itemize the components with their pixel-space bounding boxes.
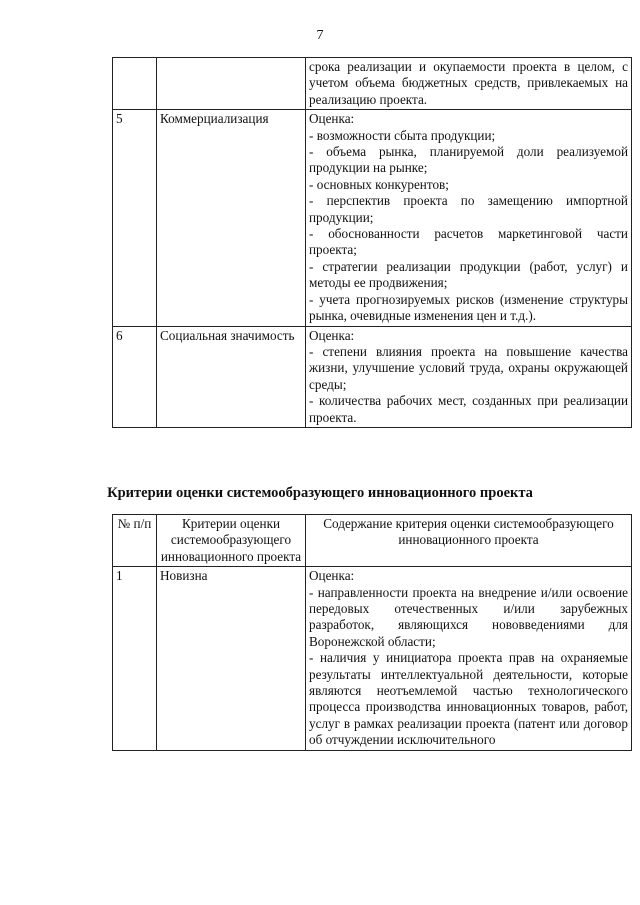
- table-header-row: [113, 515, 632, 567]
- row-number: 1: [113, 567, 157, 750]
- list-item: - возможности сбыта продукции;: [309, 127, 496, 143]
- list-item: - количества рабочих мест, созданных при реализации проекта.: [309, 393, 628, 425]
- table-row: [113, 110, 632, 326]
- header-num: № п/п: [113, 515, 157, 567]
- row-number: [113, 58, 157, 110]
- list-item: - обоснованности расчетов маркетинговой части проекта;: [309, 226, 628, 258]
- list-item: - перспектив проекта по замещению импортной продукции;: [309, 193, 628, 225]
- systemic-criteria-table: [112, 514, 632, 751]
- criterion-name: Новизна: [157, 567, 306, 750]
- table-row: [113, 58, 632, 110]
- table-row: [113, 567, 632, 750]
- section-heading: Критерии оценки системообразующего инновационного проекта: [107, 485, 533, 501]
- criterion-content: [306, 567, 632, 750]
- criterion-name: Социальная значимость: [157, 326, 306, 427]
- list-item: - стратегии реализации продукции (работ, услуг) и методы ее продвижения;: [309, 258, 628, 291]
- content-intro: Оценка:: [309, 327, 355, 343]
- list-item: - степени влияния проекта на повышение качества жизни, улучшение условий труда, охраны окружающей среды;: [309, 343, 628, 392]
- list-item: - основных конкурентов;: [309, 176, 449, 192]
- criterion-content: [306, 326, 632, 427]
- criterion-name: Коммерциализация: [157, 110, 306, 326]
- list-item: - наличия у инициатора проекта прав на охраняемые результаты интеллектуальной деятельности, которые являются неотъемлемой частью технологического процесса производства инновационных товаров, работ, услуг в рамках реализации проекта (патент или договор об отчуждении исключительного: [309, 650, 628, 748]
- row-number: 5: [113, 110, 157, 326]
- table-row: [113, 326, 632, 427]
- row-number: 6: [113, 326, 157, 427]
- header-content: Содержание критерия оценки системообразующего инновационного проекта: [306, 515, 632, 567]
- criterion-content: [306, 110, 632, 326]
- criteria-table-continued: [112, 57, 632, 428]
- criterion-content: срока реализации и окупаемости проекта в целом, с учетом объема бюджетных средств, привлекаемых на реализацию проекта.: [306, 58, 632, 110]
- list-item: - учета прогнозируемых рисков (изменение структуры рынка, очевидные изменения цен и т.д.).: [309, 291, 628, 324]
- content-intro: Оценка:: [309, 111, 355, 127]
- list-item: - объема рынка, планируемой доли реализуемой продукции на рынке;: [309, 144, 628, 176]
- content-intro: Оценка:: [309, 568, 355, 584]
- criterion-name: [157, 58, 306, 110]
- list-item: - направленности проекта на внедрение и/или освоение передовых отечественных и/или зарубежных разработок, являющихся нововведениями для Воронежской области;: [309, 584, 628, 649]
- page-number: 7: [316, 28, 324, 43]
- header-criteria: Критерии оценки системообразующего инновационного проекта: [157, 515, 306, 567]
